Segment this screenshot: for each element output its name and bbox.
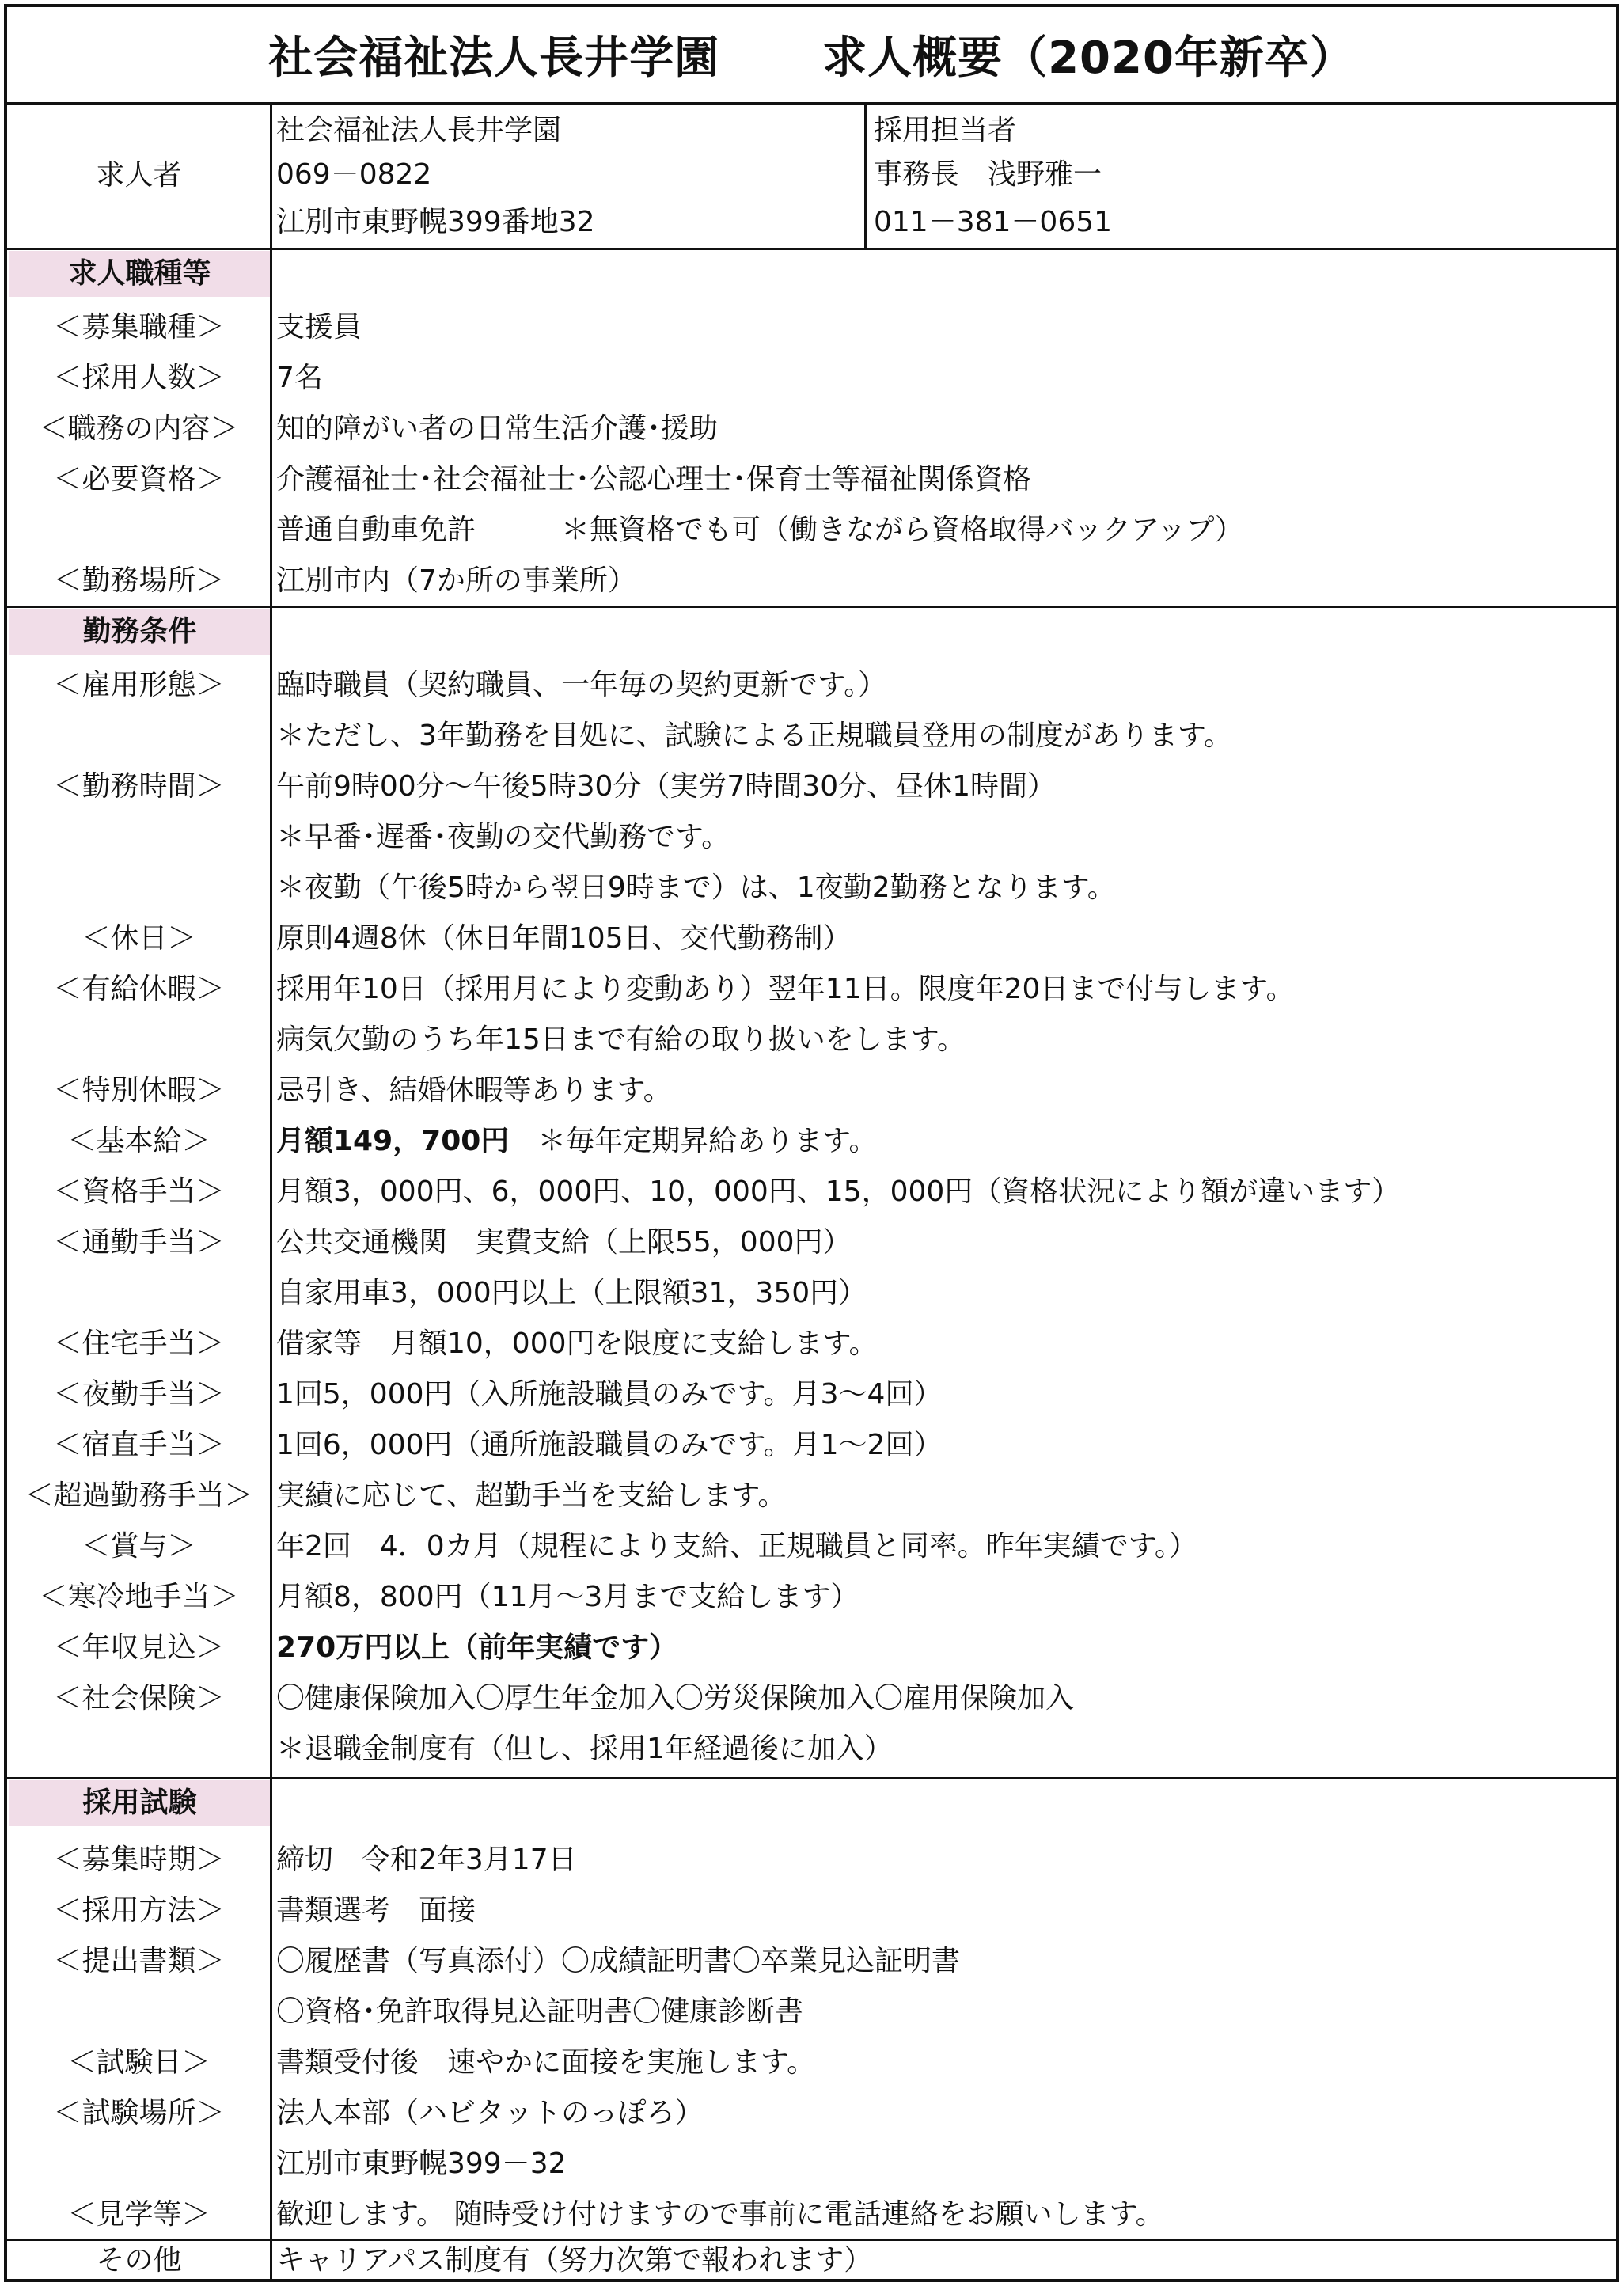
employer-name: 社会福祉法人長井学園 — [276, 114, 562, 146]
row-value: ＊退職金制度有（但し、採用1年経過後に加入） — [276, 1733, 893, 1765]
row-value: ＊早番･遅番･夜勤の交代勤務です。 — [276, 821, 730, 853]
section-header-conditions: 勤務条件 — [9, 609, 270, 655]
job-summary-sheet — [4, 4, 1619, 2282]
row-value: 介護福祉士･社会福祉士･公認心理士･保育士等福祉関係資格 — [276, 463, 1032, 496]
row-value: 年2回 4．0カ月（規程により支給、正規職員と同率。昨年実績です。） — [276, 1530, 1197, 1563]
title-org: 社会福祉法人長井学園 — [268, 32, 720, 84]
row-value: 江別市内（7か所の事業所） — [276, 564, 636, 597]
row-label: ＜資格手当＞ — [53, 1175, 225, 1208]
row-value: 〇健康保険加入〇厚生年金加入〇労災保険加入〇雇用保険加入 — [276, 1682, 1075, 1715]
row-value: 借家等 月額10，000円を限度に支給します。 — [276, 1327, 878, 1360]
row-label: ＜住宅手当＞ — [53, 1327, 225, 1360]
row-label: ＜賞与＞ — [82, 1530, 196, 1563]
row-label: ＜募集時期＞ — [53, 1844, 225, 1876]
row-label: ＜採用人数＞ — [53, 362, 225, 394]
row-value: 支援員 — [276, 311, 362, 344]
other-value: キャリアパス制度有（努力次第で報われます） — [276, 2244, 873, 2277]
row-label: ＜見学等＞ — [67, 2198, 211, 2231]
row-label: ＜試験場所＞ — [53, 2097, 225, 2129]
row-value: 月額8，800円（11月～3月まで支給します） — [276, 1581, 859, 1613]
divider — [7, 606, 1616, 608]
row-value: 法人本部（ハビタットのっぽろ） — [276, 2097, 704, 2129]
row-value: 原則4週8休（休日年間105日、交代勤務制） — [276, 922, 852, 955]
row-value: 〇資格･免許取得見込証明書〇健康診断書 — [276, 1996, 804, 2028]
row-value: 採用年10日（採用月により変動あり）翌年11日。限度年20日まで付与します。 — [276, 973, 1295, 1005]
row-value — [276, 1122, 877, 1163]
contact-title: 採用担当者 — [874, 114, 1017, 146]
row-value: 病気欠勤のうち年15日まで有給の取り扱いをします。 — [276, 1023, 966, 1056]
divider — [7, 1777, 1616, 1779]
row-label: ＜通勤手当＞ — [53, 1226, 225, 1259]
row-label: ＜基本給＞ — [67, 1125, 211, 1157]
row-value: 忌引き、結婚休暇等あります。 — [276, 1074, 672, 1107]
row-label: ＜必要資格＞ — [53, 463, 225, 496]
row-value: 臨時職員（契約職員、一年毎の契約更新です。） — [276, 669, 887, 701]
row-label: ＜試験日＞ — [67, 2046, 211, 2079]
page-title — [7, 7, 1616, 105]
row-label: ＜寒冷地手当＞ — [39, 1581, 239, 1613]
row-value: 7名 — [276, 362, 323, 394]
row-value: 1回5，000円（入所施設職員のみです。月3～4回） — [276, 1378, 943, 1411]
row-value: 締切 令和2年3月17日 — [276, 1844, 577, 1876]
contact-phone: 011－381－0651 — [874, 206, 1113, 238]
row-label: ＜夜勤手当＞ — [53, 1378, 225, 1411]
annual-income: 270万円以上（前年実績です） — [276, 1631, 678, 1664]
contact-person: 事務長 浅野雅一 — [874, 158, 1102, 191]
row-value: 月額3，000円、6，000円、10，000円、15，000円（資格状況により額が違います） — [276, 1175, 1401, 1208]
employer-postal: 069－0822 — [276, 158, 432, 191]
row-label: ＜採用方法＞ — [53, 1894, 225, 1927]
employer-label: 求人者 — [96, 159, 182, 192]
row-label: ＜提出書類＞ — [53, 1945, 225, 1977]
row-value: 書類受付後 速やかに面接を実施します。 — [276, 2046, 816, 2079]
row-label: ＜社会保険＞ — [53, 1682, 225, 1715]
row-value: 自家用車3，000円以上（上限額31，350円） — [276, 1277, 867, 1309]
row-label: ＜勤務場所＞ — [53, 564, 225, 597]
title-doc: 求人概要（2020年新卒） — [822, 32, 1355, 84]
divider — [7, 248, 1616, 250]
base-salary: 月額149，700円 — [276, 1125, 510, 1157]
contact-column-divider — [864, 105, 867, 248]
row-label: ＜年収見込＞ — [53, 1631, 225, 1664]
row-value: 歓迎します。 随時受け付けますので事前に電話連絡をお願いします。 — [276, 2198, 1164, 2231]
other-label: その他 — [96, 2244, 182, 2277]
row-value: 公共交通機関 実費支給（上限55，000円） — [276, 1226, 852, 1259]
row-value: 午前9時00分～午後5時30分（実労7時間30分、昼休1時間） — [276, 770, 1057, 803]
row-label: ＜宿直手当＞ — [53, 1429, 225, 1461]
row-value: 知的障がい者の日常生活介護･援助 — [276, 412, 719, 445]
row-label: ＜超過勤務手当＞ — [25, 1479, 253, 1512]
row-label: ＜勤務時間＞ — [53, 770, 225, 803]
row-value: 〇履歴書（写真添付）〇成績証明書〇卒業見込証明書 — [276, 1945, 961, 1977]
employer-address: 江別市東野幌399番地32 — [276, 206, 595, 238]
row-value: ＊夜勤（午後5時から翌日9時まで）は、1夜勤2勤務となります。 — [276, 872, 1116, 904]
row-value: 1回6，000円（通所施設職員のみです。月1～2回） — [276, 1429, 943, 1461]
row-value: ＊ただし、3年勤務を目処に、試験による正規職員登用の制度があります。 — [276, 720, 1233, 752]
row-label: ＜職務の内容＞ — [39, 412, 239, 445]
row-label: ＜休日＞ — [82, 922, 196, 955]
row-value: 江別市東野幌399－32 — [276, 2148, 567, 2180]
row-label: ＜雇用形態＞ — [53, 669, 225, 701]
section-header-exam: 採用試験 — [9, 1780, 270, 1826]
row-label: ＜有給休暇＞ — [53, 973, 225, 1005]
row-label: ＜特別休暇＞ — [53, 1074, 225, 1107]
section-header-job: 求人職種等 — [9, 251, 270, 297]
row-value: 実績に応じて、超勤手当を支給します。 — [276, 1479, 787, 1512]
row-value: 普通自動車免許 ＊無資格でも可（働きながら資格取得バックアップ） — [276, 514, 1243, 546]
row-value: 書類選考 面接 — [276, 1894, 476, 1927]
row-label: ＜募集職種＞ — [53, 311, 225, 344]
base-salary-note: ＊毎年定期昇給あります。 — [509, 1125, 878, 1157]
